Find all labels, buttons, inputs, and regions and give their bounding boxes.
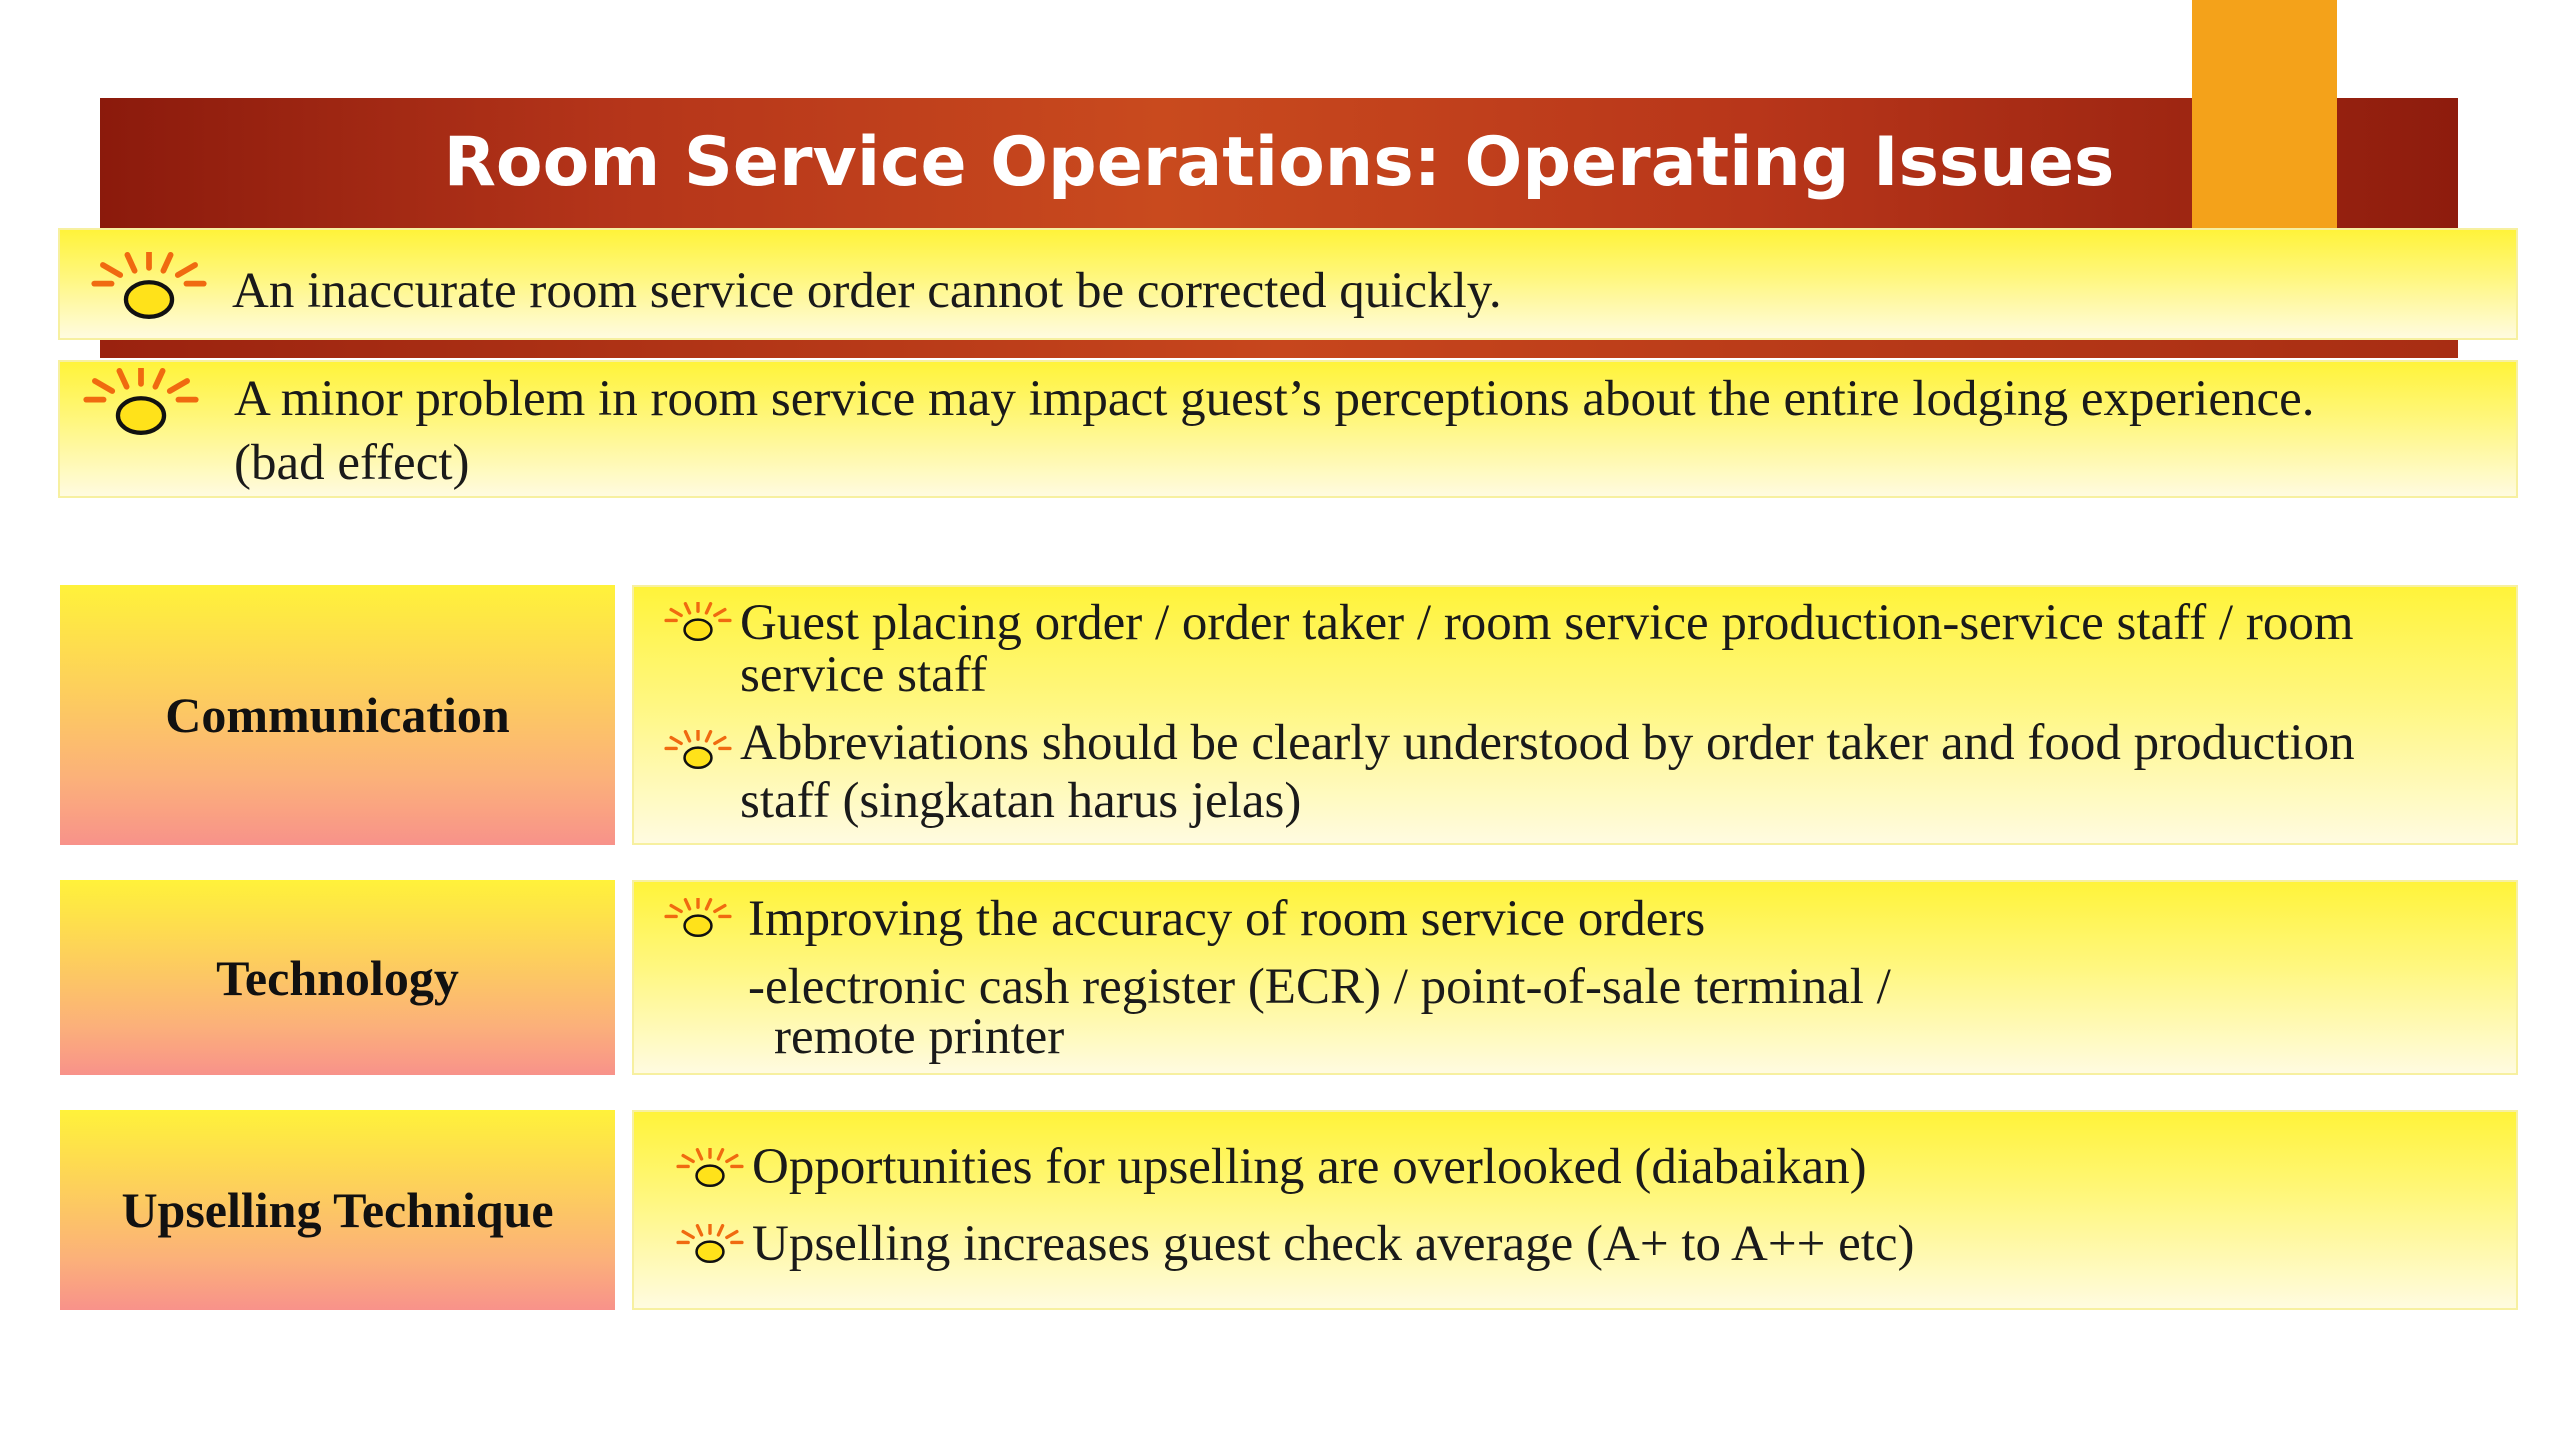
title-bar bbox=[100, 98, 2458, 228]
accent-tab bbox=[2192, 0, 2337, 228]
intro-text-2-line-1: A minor problem in room service may impact guest’s perceptions about the entire lodging experience. bbox=[234, 371, 2315, 427]
technology-item-1-line-3: remote printer bbox=[774, 1009, 1065, 1065]
sun-bullet-icon bbox=[80, 368, 202, 440]
sun-bullet-icon bbox=[664, 730, 732, 772]
slide-title: Room Service Operations: Operating Issues bbox=[443, 123, 2115, 202]
communication-item-1-line-1: Guest placing order / order taker / room service production-service staff / room bbox=[740, 595, 2354, 651]
row-label-upselling-technique: Upselling Technique bbox=[60, 1110, 615, 1310]
divider-bar bbox=[100, 338, 2458, 358]
sun-bullet-icon bbox=[676, 1224, 744, 1266]
sun-bullet-icon bbox=[664, 898, 732, 940]
communication-item-1-line-2: service staff bbox=[740, 647, 987, 703]
technology-item-1-line-2: -electronic cash register (ECR) / point-of-sale terminal / bbox=[748, 959, 1891, 1015]
sun-bullet-icon bbox=[88, 252, 210, 324]
communication-item-2-line-2: staff (singkatan harus jelas) bbox=[740, 773, 1302, 829]
sun-bullet-icon bbox=[676, 1148, 744, 1190]
technology-item-1-line-1: Improving the accuracy of room service orders bbox=[748, 891, 1706, 947]
row-label-communication: Communication bbox=[60, 585, 615, 845]
upselling-item-2: Upselling increases guest check average (A+ to A++ etc) bbox=[752, 1216, 1915, 1272]
communication-item-2-line-1: Abbreviations should be clearly understood by order taker and food production bbox=[740, 715, 2355, 771]
row-label-technology: Technology bbox=[60, 880, 615, 1075]
upselling-item-1: Opportunities for upselling are overlooked (diabaikan) bbox=[752, 1139, 1867, 1195]
intro-text-1: An inaccurate room service order cannot be corrected quickly. bbox=[232, 263, 1502, 319]
intro-text-2-line-2: (bad effect) bbox=[234, 435, 470, 491]
sun-bullet-icon bbox=[664, 602, 732, 644]
